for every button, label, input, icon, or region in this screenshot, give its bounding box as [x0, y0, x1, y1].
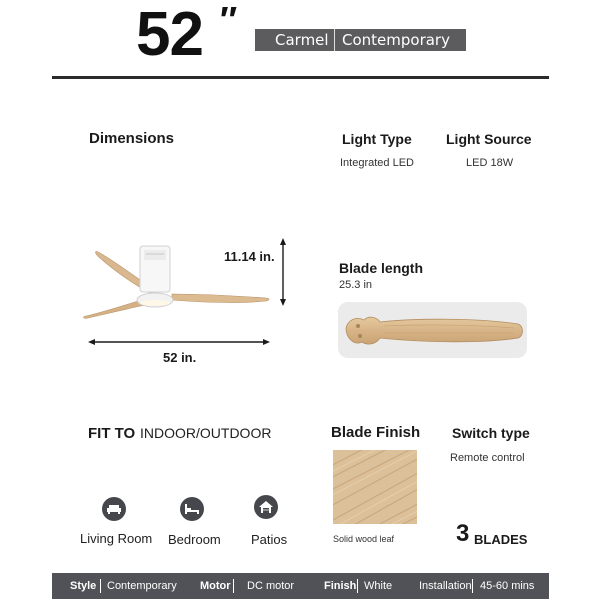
blade-image [338, 302, 527, 358]
blades-count: 3 [456, 520, 470, 547]
product-name: Carmel [275, 31, 329, 49]
room-label-bedroom: Bedroom [168, 532, 221, 547]
blade-finish-heading: Blade Finish [331, 424, 421, 441]
spec-value-motor: DC motor [247, 580, 295, 592]
spec-key-motor: Motor [200, 580, 231, 592]
spec-key-finish: Finish [324, 580, 357, 592]
width-dimension: 52 in. [163, 350, 197, 365]
light-source-value: LED 18W [466, 157, 514, 169]
light-source-heading: Light Source [446, 131, 532, 147]
sofa-icon [102, 497, 126, 521]
room-label-patios: Patios [251, 532, 288, 547]
dimensions-heading: Dimensions [89, 130, 175, 147]
room-label-living-room: Living Room [80, 531, 153, 546]
spec-separator [233, 579, 234, 593]
product-style: Contemporary [342, 31, 450, 49]
light-type-heading: Light Type [342, 131, 412, 147]
house-icon [254, 495, 278, 519]
wood-finish-swatch [333, 450, 417, 524]
spec-separator [100, 579, 101, 593]
spec-separator [472, 579, 473, 593]
blade-length-value: 25.3 in [339, 279, 373, 291]
blade-image-box [338, 302, 527, 358]
size-unit: ″ [218, 0, 236, 40]
light-type-value: Integrated LED [340, 157, 414, 169]
fit-to-value: INDOOR/OUTDOOR [140, 425, 272, 441]
tag-divider [334, 29, 335, 51]
spec-separator [357, 579, 358, 593]
switch-type-value: Remote control [450, 452, 525, 464]
height-dimension: 11.14 in. [224, 249, 275, 264]
spec-key-installation: Installation [419, 580, 472, 592]
blade-length-heading: Blade length [339, 260, 424, 276]
fit-to-heading: FIT TO [88, 425, 136, 442]
bed-icon [180, 497, 204, 521]
blades-word: BLADES [474, 532, 528, 547]
spec-value-finish: White [364, 580, 393, 592]
spec-value-installation: 45-60 mins [480, 580, 535, 592]
spec-value-style: Contemporary [107, 580, 177, 592]
switch-type-heading: Switch type [452, 425, 530, 441]
header-divider [52, 76, 549, 79]
size-number: 52 [136, 0, 203, 69]
spec-key-style: Style [70, 580, 97, 592]
spec-bar [52, 573, 549, 599]
product-tag-bar [255, 29, 466, 51]
blade-finish-caption: Solid wood leaf [333, 534, 395, 544]
